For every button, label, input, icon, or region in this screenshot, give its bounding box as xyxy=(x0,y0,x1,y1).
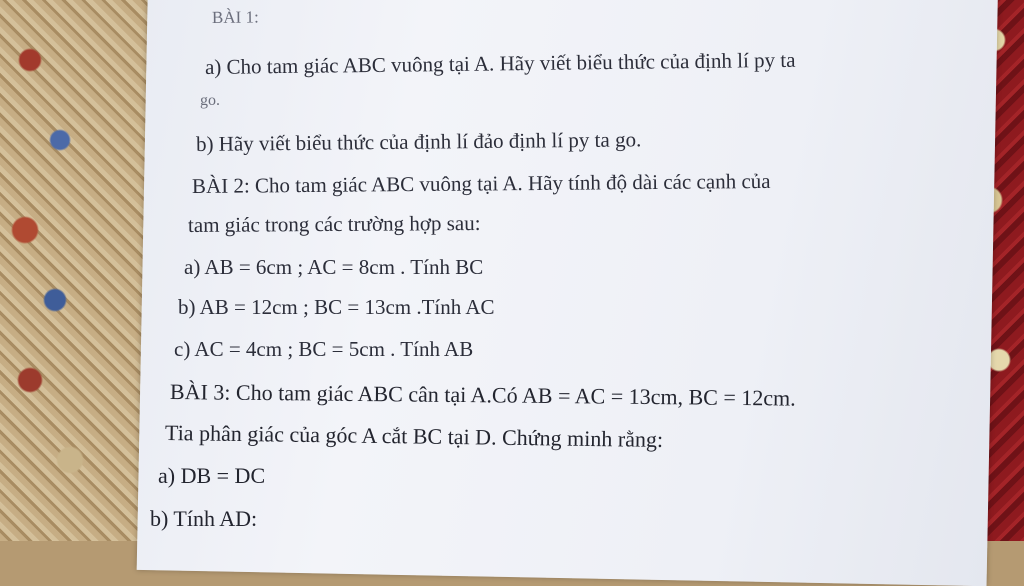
exercise-1-part-b: b) Hãy viết biểu thức của định lí đảo định lí py ta go. xyxy=(195,127,642,156)
exercise-2-heading: BÀI 2: Cho tam giác ABC vuông tại A. Hãy tính độ dài các cạnh của xyxy=(191,168,771,198)
exercise-1-part-a: a) Cho tam giác ABC vuông tại A. Hãy viết biểu thức của định lí py ta xyxy=(204,47,796,79)
exercise-1-part-a-continued: go. xyxy=(200,92,220,109)
exercise-3-part-a: a) DB = DC xyxy=(158,463,266,488)
exercise-2-part-b: b) AB = 12cm ; BC = 13cm .Tính AC xyxy=(178,295,495,319)
exercise-3-heading: BÀI 3: Cho tam giác ABC cân tại A.Có AB = AC = 13cm, BC = 12cm. xyxy=(169,379,796,411)
exercise-2-intro-continued: tam giác trong các trường hợp sau: xyxy=(187,210,481,237)
exercise-1-heading: BÀI 1: xyxy=(211,7,259,27)
exercise-3-part-b: b) Tính AD: xyxy=(150,506,258,531)
exercise-2-part-a: a) AB = 6cm ; AC = 8cm . Tính BC xyxy=(184,255,484,279)
exercise-2-part-c: c) AC = 4cm ; BC = 5cm . Tính AB xyxy=(174,337,474,361)
exercise-3-intro-continued: Tia phân giác của góc A cắt BC tại D. Chứng minh rằng: xyxy=(164,420,664,452)
